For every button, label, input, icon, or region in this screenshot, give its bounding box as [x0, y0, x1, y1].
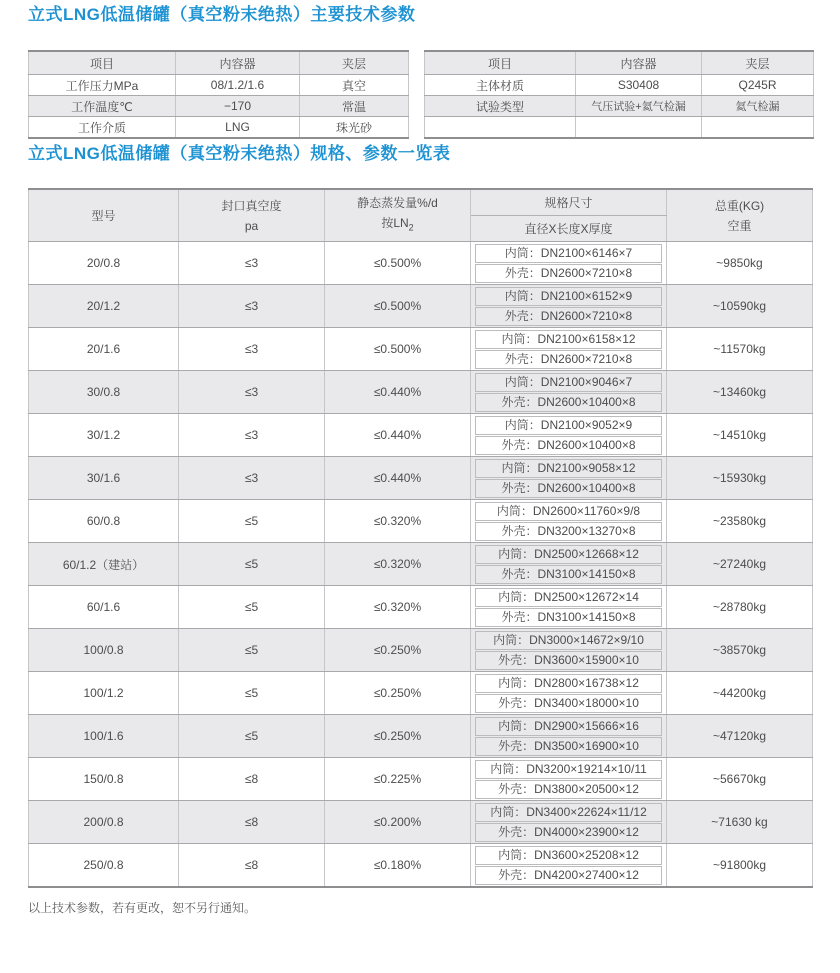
- col-header-evaporation-line2: [326, 213, 469, 237]
- weight-cell: ~28780kg: [667, 586, 813, 629]
- inner-dim-cell: 内筒：DN2100×9046×7: [475, 373, 662, 392]
- vacuum-cell: ≤3: [179, 371, 325, 414]
- inner-dim-cell: 内筒：DN3400×22624×11/12: [475, 803, 662, 822]
- spec-row: [29, 414, 813, 457]
- inner-dim-cell: 内筒：DN3600×25208×12: [475, 846, 662, 865]
- col-header-item: 项目: [425, 51, 576, 75]
- weight-cell: ~27240kg: [667, 543, 813, 586]
- vacuum-cell: ≤5: [179, 629, 325, 672]
- outer-dim-cell: 外壳：DN2600×10400×8: [475, 479, 662, 498]
- param-inner-value: S30408: [576, 75, 702, 96]
- size-cell: [471, 672, 667, 715]
- outer-dim-cell: 外壳：DN3400×18000×10: [475, 694, 662, 713]
- params-table-right: [424, 50, 814, 139]
- evap-cell: ≤0.500%: [325, 285, 471, 328]
- weight-cell: ~13460kg: [667, 371, 813, 414]
- spec-row: [29, 242, 813, 285]
- param-inner-value: LNG: [176, 117, 300, 139]
- outer-dim-cell: 外壳：DN3500×16900×10: [475, 737, 662, 756]
- evap-cell: ≤0.250%: [325, 629, 471, 672]
- outer-dim-cell: 外壳：DN3100×14150×8: [475, 608, 662, 627]
- footer-disclaimer: 以上技术参数，若有更改，恕不另行通知。: [28, 901, 257, 915]
- spec-row: [29, 328, 813, 371]
- spec-row: [29, 715, 813, 758]
- size-cell: [471, 242, 667, 285]
- inner-dim-cell: 内筒：DN2100×6152×9: [475, 287, 662, 306]
- inner-dim-cell: 内筒：DN2100×6146×7: [475, 244, 662, 263]
- inner-dim-cell: 内筒：DN3200×19214×10/11: [475, 760, 662, 779]
- size-cell: [471, 414, 667, 457]
- inner-dim-cell: 内筒：DN3000×14672×9/10: [475, 631, 662, 650]
- weight-cell: ~71630 kg: [667, 801, 813, 844]
- outer-dim-cell: 外壳：DN3200×13270×8: [475, 522, 662, 541]
- outer-dim-cell: 外壳：DN3100×14150×8: [475, 565, 662, 584]
- params-table-left: [28, 50, 409, 139]
- table-row: [425, 75, 814, 96]
- col-header-vacuum-line1: 封口真空度: [221, 198, 282, 213]
- col-header-vacuum-line2: pa: [244, 218, 259, 233]
- outer-dim-cell: 外壳：DN2600×7210×8: [475, 307, 662, 326]
- inner-dim-cell: 内筒：DN2500×12672×14: [475, 588, 662, 607]
- spec-row: [29, 672, 813, 715]
- size-cell: [471, 758, 667, 801]
- col-header-vacuum: [179, 189, 325, 242]
- evap-cell: ≤0.320%: [325, 543, 471, 586]
- model-cell: 100/1.6: [29, 715, 179, 758]
- inner-dim-cell: 内筒：DN2900×15666×16: [475, 717, 662, 736]
- size-cell: [471, 328, 667, 371]
- param-name: 工作介质: [29, 117, 176, 139]
- weight-cell: ~38570kg: [667, 629, 813, 672]
- main-params-tables: [28, 50, 812, 139]
- size-cell: [471, 457, 667, 500]
- param-interlayer-value: 常温: [300, 96, 409, 117]
- size-cell: [471, 629, 667, 672]
- size-cell: [471, 586, 667, 629]
- model-cell: 60/1.2（建站）: [29, 543, 179, 586]
- evap-cell: ≤0.500%: [325, 242, 471, 285]
- spec-row: [29, 457, 813, 500]
- vacuum-cell: ≤8: [179, 801, 325, 844]
- model-cell: 250/0.8: [29, 844, 179, 888]
- param-interlayer-value: 氦气检漏: [702, 96, 814, 117]
- vacuum-cell: ≤3: [179, 414, 325, 457]
- vacuum-cell: ≤3: [179, 285, 325, 328]
- col-header-weight-line1: 总重(KG): [714, 198, 765, 213]
- table-header-row: [29, 51, 409, 75]
- spec-row: [29, 758, 813, 801]
- vacuum-cell: ≤5: [179, 586, 325, 629]
- table-row-empty: [425, 117, 814, 139]
- model-cell: 30/1.6: [29, 457, 179, 500]
- evap-cell: ≤0.250%: [325, 672, 471, 715]
- model-cell: 20/1.2: [29, 285, 179, 328]
- evap-cell: ≤0.320%: [325, 586, 471, 629]
- size-cell: [471, 801, 667, 844]
- param-interlayer-value: 真空: [300, 75, 409, 96]
- col-header-inner-vessel: 内容器: [576, 51, 702, 75]
- size-cell: [471, 371, 667, 414]
- weight-cell: ~10590kg: [667, 285, 813, 328]
- col-header-interlayer: 夹层: [702, 51, 814, 75]
- outer-dim-cell: 外壳：DN4200×27400×12: [475, 866, 662, 885]
- col-header-model: 型号: [29, 189, 179, 242]
- ln-label: 按LN: [381, 216, 409, 231]
- model-cell: 60/0.8: [29, 500, 179, 543]
- outer-dim-cell: 外壳：DN3600×15900×10: [475, 651, 662, 670]
- weight-cell: ~14510kg: [667, 414, 813, 457]
- spec-table: [28, 188, 813, 888]
- spec-header-row-1: [29, 189, 813, 216]
- model-cell: 30/1.2: [29, 414, 179, 457]
- col-header-item: 项目: [29, 51, 176, 75]
- vacuum-cell: ≤8: [179, 758, 325, 801]
- outer-dim-cell: 外壳：DN2600×10400×8: [475, 393, 662, 412]
- spec-row: [29, 500, 813, 543]
- ln-subscript: 2: [408, 222, 414, 233]
- vacuum-cell: ≤5: [179, 672, 325, 715]
- spec-row: [29, 629, 813, 672]
- size-cell: [471, 844, 667, 888]
- table-row: [29, 75, 409, 96]
- evap-cell: ≤0.225%: [325, 758, 471, 801]
- param-name: 工作温度℃: [29, 96, 176, 117]
- evap-cell: ≤0.440%: [325, 371, 471, 414]
- spec-row: [29, 801, 813, 844]
- weight-cell: ~44200kg: [667, 672, 813, 715]
- inner-dim-cell: 内筒：DN2600×11760×9/8: [475, 502, 662, 521]
- model-cell: 20/1.6: [29, 328, 179, 371]
- model-cell: 100/1.2: [29, 672, 179, 715]
- spec-row: [29, 586, 813, 629]
- spec-list-title: 立式LNG低温储罐（真空粉末绝热）规格、参数一览表: [28, 144, 451, 163]
- weight-cell: ~23580kg: [667, 500, 813, 543]
- vacuum-cell: ≤5: [179, 715, 325, 758]
- spec-row: [29, 543, 813, 586]
- table-header-row: [425, 51, 814, 75]
- col-header-inner-vessel: 内容器: [176, 51, 300, 75]
- param-interlayer-value: Q245R: [702, 75, 814, 96]
- vacuum-cell: ≤3: [179, 242, 325, 285]
- outer-dim-cell: 外壳：DN2600×10400×8: [475, 436, 662, 455]
- model-cell: 200/0.8: [29, 801, 179, 844]
- param-name: 主体材质: [425, 75, 576, 96]
- table-row: [29, 117, 409, 139]
- vacuum-cell: ≤5: [179, 500, 325, 543]
- vacuum-cell: ≤3: [179, 457, 325, 500]
- col-header-weight-line2: 空重: [727, 218, 752, 233]
- evap-cell: ≤0.320%: [325, 500, 471, 543]
- spec-row: [29, 844, 813, 888]
- model-cell: 100/0.8: [29, 629, 179, 672]
- weight-cell: ~56670kg: [667, 758, 813, 801]
- weight-cell: ~15930kg: [667, 457, 813, 500]
- size-cell: [471, 285, 667, 328]
- table-row: [29, 96, 409, 117]
- spec-row: [29, 285, 813, 328]
- inner-dim-cell: 内筒：DN2800×16738×12: [475, 674, 662, 693]
- col-header-evaporation: [325, 189, 471, 242]
- weight-cell: ~91800kg: [667, 844, 813, 888]
- weight-cell: ~11570kg: [667, 328, 813, 371]
- param-inner-value: 气压试验+氦气检漏: [576, 96, 702, 117]
- evap-cell: ≤0.250%: [325, 715, 471, 758]
- param-name: [425, 117, 576, 139]
- spec-row: [29, 371, 813, 414]
- evap-cell: ≤0.200%: [325, 801, 471, 844]
- vacuum-cell: ≤5: [179, 543, 325, 586]
- vacuum-cell: ≤8: [179, 844, 325, 888]
- outer-dim-cell: 外壳：DN4000×23900×12: [475, 823, 662, 842]
- model-cell: 30/0.8: [29, 371, 179, 414]
- outer-dim-cell: 外壳：DN2600×7210×8: [475, 350, 662, 369]
- model-cell: 60/1.6: [29, 586, 179, 629]
- inner-dim-cell: 内筒：DN2100×6158×12: [475, 330, 662, 349]
- evap-cell: ≤0.440%: [325, 414, 471, 457]
- col-header-interlayer: 夹层: [300, 51, 409, 75]
- inner-dim-cell: 内筒：DN2100×9052×9: [475, 416, 662, 435]
- model-cell: 20/0.8: [29, 242, 179, 285]
- param-inner-value: 08/1.2/1.6: [176, 75, 300, 96]
- table-row: [425, 96, 814, 117]
- col-header-evaporation-line1: 静态蒸发量%/d: [357, 196, 438, 211]
- inner-dim-cell: 内筒：DN2500×12668×12: [475, 545, 662, 564]
- weight-cell: ~9850kg: [667, 242, 813, 285]
- param-interlayer-value: [702, 117, 814, 139]
- size-cell: [471, 500, 667, 543]
- col-header-weight: [667, 189, 813, 242]
- weight-cell: ~47120kg: [667, 715, 813, 758]
- evap-cell: ≤0.500%: [325, 328, 471, 371]
- outer-dim-cell: 外壳：DN2600×7210×8: [475, 264, 662, 283]
- col-header-size: 规格尺寸: [471, 189, 667, 216]
- param-inner-value: −170: [176, 96, 300, 117]
- col-header-size-detail: 直径X长度X厚度: [471, 216, 667, 242]
- param-inner-value: [576, 117, 702, 139]
- main-params-title: 立式LNG低温储罐（真空粉末绝热）主要技术参数: [28, 5, 416, 24]
- evap-cell: ≤0.180%: [325, 844, 471, 888]
- inner-dim-cell: 内筒：DN2100×9058×12: [475, 459, 662, 478]
- param-interlayer-value: 珠光砂: [300, 117, 409, 139]
- param-name: 工作压力MPa: [29, 75, 176, 96]
- evap-cell: ≤0.440%: [325, 457, 471, 500]
- size-cell: [471, 715, 667, 758]
- vacuum-cell: ≤3: [179, 328, 325, 371]
- model-cell: 150/0.8: [29, 758, 179, 801]
- param-name: 试验类型: [425, 96, 576, 117]
- size-cell: [471, 543, 667, 586]
- outer-dim-cell: 外壳：DN3800×20500×12: [475, 780, 662, 799]
